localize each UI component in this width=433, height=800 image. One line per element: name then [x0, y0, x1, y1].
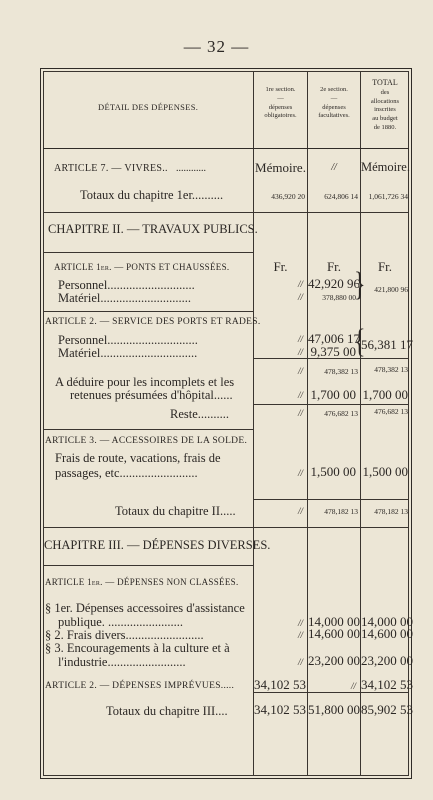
header-col3-line: des — [380, 88, 390, 96]
materiel1-c3: 421,800 96 — [374, 285, 408, 294]
brace-icon: { — [354, 323, 366, 361]
table-inner-border — [43, 71, 413, 776]
art7-label: ARTICLE 7. — VIVRES.. — [54, 163, 168, 174]
total3-c3: 85,902 53 — [361, 702, 413, 717]
total1-rule — [43, 212, 409, 213]
sub2-c2: 478,382 13 — [324, 367, 358, 376]
sub2-c3: 478,382 13 — [374, 365, 408, 374]
personnel2-label: Personnel............................. — [58, 333, 198, 347]
s3-line2: l'industrie......................... — [58, 655, 186, 669]
header-col1-line: 1re section. — [265, 86, 296, 93]
art3-rule — [43, 429, 253, 430]
chap3-rule — [43, 565, 253, 566]
art2-label: ARTICLE 2. — SERVICE DES PORTS ET RADES. — [45, 317, 261, 327]
header-col2-line: dépenses — [322, 103, 346, 111]
chap2-rule — [43, 252, 253, 253]
s1-c3: 14,000 00 — [361, 614, 413, 629]
materiel2-c3: 56,381 17 — [361, 337, 413, 352]
header-col2-line: facultatives. — [318, 112, 350, 120]
total2-rule — [43, 527, 409, 528]
sub2-c1: // — [297, 366, 303, 376]
personnel2-c2: 47,006 17 — [308, 331, 360, 346]
total1-c2: 624,806 14 — [324, 192, 358, 201]
header-col3-line: allocations — [370, 97, 400, 105]
frais-c1: // — [297, 468, 303, 478]
s2-c3: 14,600 00 — [361, 626, 413, 641]
page-number: — 32 — — [183, 37, 250, 56]
total3-c2: 51,800 00 — [308, 702, 360, 717]
art1-label: ARTICLE 1er. — PONTS ET CHAUSSÉES. — [54, 262, 230, 272]
art2b-c3: 34,102 53 — [361, 677, 413, 692]
s2-c2: 14,600 00 — [308, 626, 360, 641]
reste-c3: 476,682 13 — [374, 407, 408, 416]
deduire-c1: // — [297, 390, 303, 400]
frais-c3: 1,500 00 — [362, 464, 408, 479]
personnel1-label: Personnel............................ — [58, 278, 195, 292]
art7-c3: Mémoire. — [361, 160, 410, 174]
column-divider-3 — [360, 71, 361, 776]
total2-c3: 478,182 13 — [374, 507, 408, 516]
art7-dots: ............ — [176, 163, 206, 174]
deduire-c3: 1,700 00 — [362, 387, 408, 402]
header-col3-line: TOTAL — [372, 78, 398, 87]
deduire-rule — [253, 404, 409, 405]
materiel1-c2: 378,880 00 — [322, 293, 356, 302]
total3-c1: 34,102 53 — [254, 702, 306, 717]
header-col3 — [361, 78, 409, 133]
s1-line2: publique. ........................ — [58, 615, 183, 629]
frais-line2: passages, etc......................... — [55, 466, 198, 480]
total1-label: Totaux du chapitre 1er.......... — [80, 188, 224, 202]
frais-c2: 1,500 00 — [310, 464, 356, 479]
s1-line1: § 1er. Dépenses accessoires d'assistance — [45, 601, 245, 615]
s3-line1: § 3. Encouragements à la culture et à — [45, 641, 230, 655]
fr-c1: Fr. — [273, 259, 288, 274]
personnel1-c1: // — [297, 279, 303, 289]
header-col3-line: au budget — [372, 115, 398, 123]
reste-label: Reste.......... — [170, 407, 230, 421]
fr-c2: Fr. — [326, 259, 342, 274]
materiel1-label: Matériel............................. — [58, 291, 191, 305]
header-col2 — [308, 86, 360, 121]
header-col1 — [254, 86, 307, 121]
column-divider-1 — [253, 71, 254, 776]
personnel2-c1: // — [297, 334, 303, 344]
personnel1-c2: 42,920 96 — [308, 276, 360, 291]
s2-c1: // — [297, 630, 303, 640]
fr-c3: Fr. — [377, 259, 393, 274]
materiel1-c1: // — [297, 292, 303, 302]
total3-label: Totaux du chapitre III.... — [106, 704, 228, 718]
materiel2-label: Matériel............................... — [58, 346, 198, 360]
total1-c3: 1,061,726 34 — [368, 192, 408, 201]
chap2-heading: CHAPITRE II. — TRAVAUX PUBLICS. — [48, 222, 258, 236]
art7-c2: // — [331, 162, 337, 173]
s1-c2: 14,000 00 — [308, 614, 360, 629]
total2-label: Totaux du chapitre II..... — [115, 504, 236, 518]
s1-c1: // — [297, 618, 303, 628]
frais-line1: Frais de route, vacations, frais de — [55, 451, 221, 465]
header-col2-line: — — [330, 94, 338, 102]
materiel2-c1: // — [297, 347, 303, 357]
reste-c2: 476,682 13 — [324, 409, 358, 418]
materiel2-c2: 9,375 00 — [310, 344, 356, 359]
brace-icon: } — [354, 266, 366, 304]
header-col3-line: inscrites — [374, 106, 396, 114]
header-col2-line: 2e section. — [320, 86, 348, 93]
s3-c2: 23,200 00 — [308, 653, 360, 668]
total2-c2: 478,182 13 — [324, 507, 358, 516]
frais-rule — [253, 499, 409, 500]
header-col1-line: obligatoires. — [264, 112, 297, 120]
s3-c1: // — [297, 657, 303, 667]
header-col1-line: — — [277, 94, 284, 102]
header-detail: DÉTAIL DES DÉPENSES. — [98, 102, 199, 112]
art2-rule — [43, 311, 253, 312]
section3-rule — [253, 692, 409, 693]
s3-c3: 23,200 00 — [361, 653, 413, 668]
deduire-line2: retenues présumées d'hôpital...... — [70, 388, 233, 402]
total2-c1: // — [297, 506, 303, 516]
chap3-heading: CHAPITRE III. — DÉPENSES DIVERSES. — [44, 538, 271, 552]
column-divider-2 — [307, 71, 308, 776]
s2-label: § 2. Frais divers......................... — [45, 628, 204, 642]
deduire-c2: 1,700 00 — [310, 387, 356, 402]
header-col1-line: dépenses — [268, 103, 293, 111]
art2b-c1: 34,102 53 — [254, 677, 306, 692]
reste-c1: // — [297, 408, 303, 418]
art1b-label: ARTICLE 1er. — DÉPENSES NON CLASSÉES. — [45, 577, 239, 587]
art7-c1: Mémoire. — [255, 160, 306, 175]
header-col3-line: de 1880. — [373, 123, 397, 131]
deduire-line1: A déduire pour les incomplets et les — [55, 375, 235, 389]
art3-label: ARTICLE 3. — ACCESSOIRES DE LA SOLDE. — [45, 436, 248, 446]
total1-c1: 436,920 20 — [271, 192, 305, 201]
art2b-c2: // — [350, 681, 356, 691]
header-rule — [43, 148, 409, 149]
art2b-label: ARTICLE 2. — DÉPENSES IMPRÉVUES..... — [45, 681, 235, 691]
